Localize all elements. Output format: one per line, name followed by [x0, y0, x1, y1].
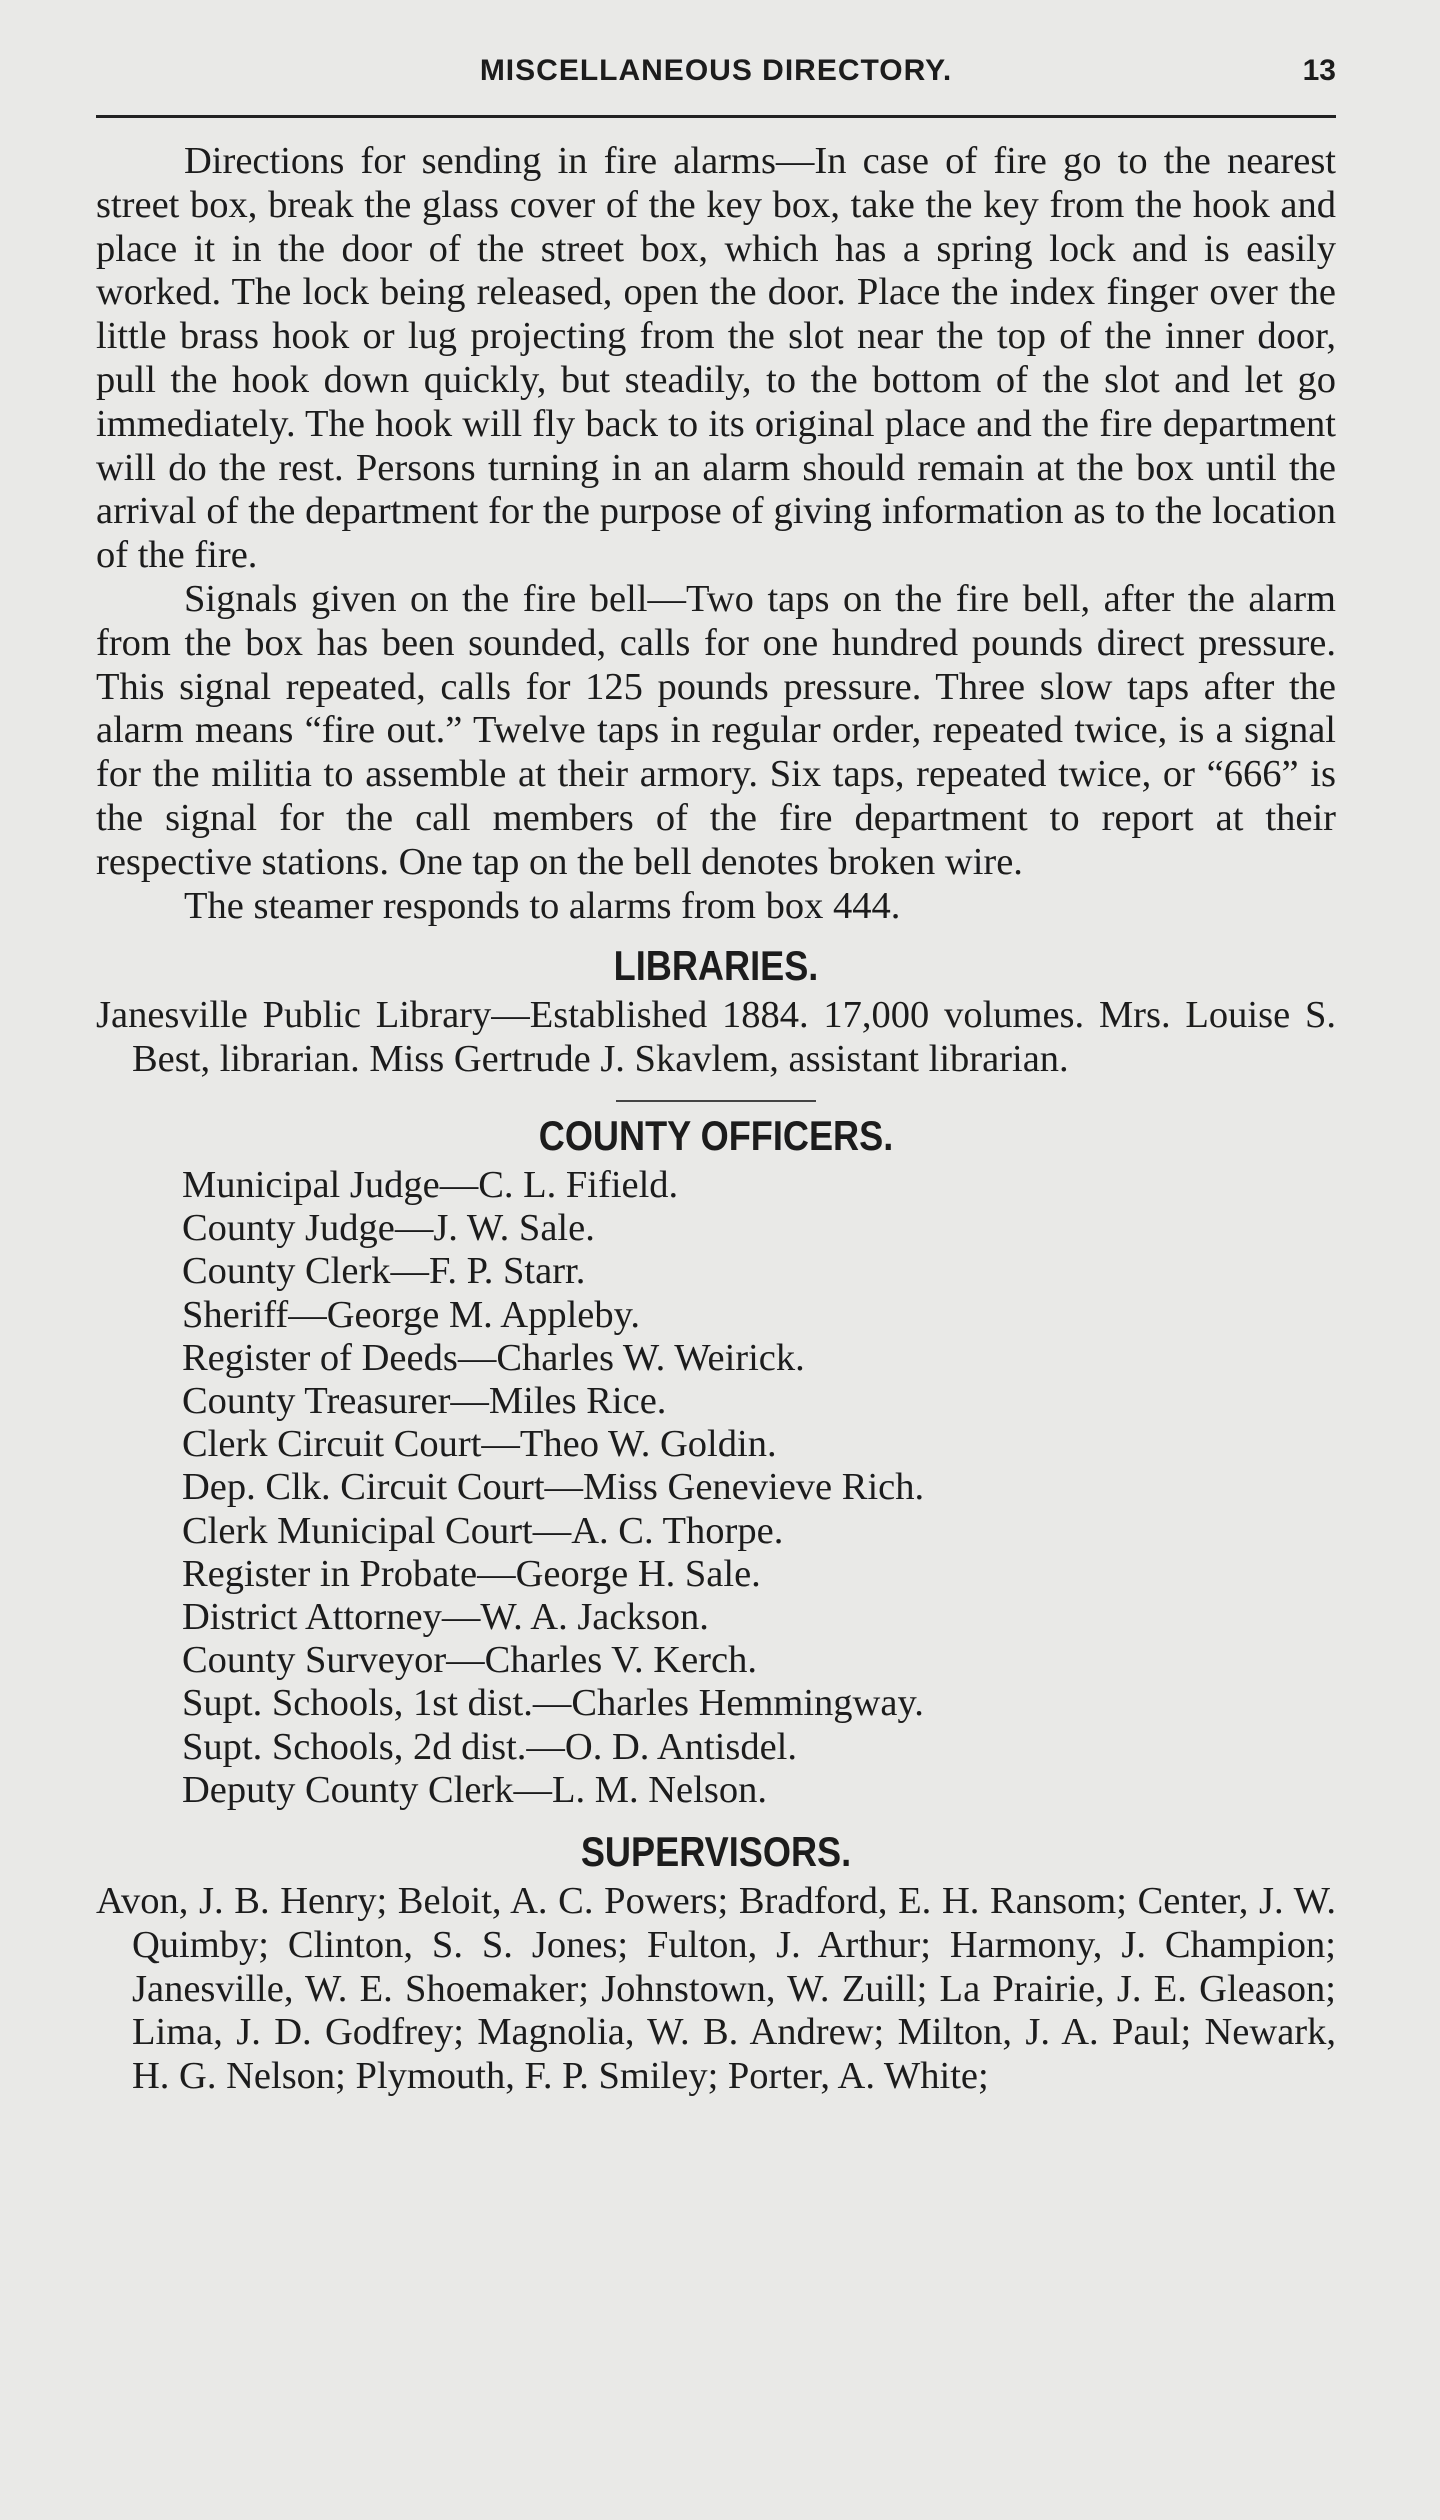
- fire-bell-signals: Signals given on the fire bell—Two taps on the fire bell, after the alarm from the box has been sounded, calls for one hundred pounds direct pressure. This signal repeated, calls for 125 pounds pressure. Three slow taps after the alarm means “fire out.” Twelve taps in regular order, repeated twice, is a signal for the militia to assemble at their armory. Six taps, repeated twice, or “666” is the signal for the call members of the fire department to report at their respective stations. One tap on the bell denotes broken wire.: [96, 577, 1336, 883]
- county-officers-list: [96, 1164, 1336, 1812]
- officer-entry: County Judge—J. W. Sale.: [182, 1207, 595, 1250]
- officer-entry: County Treasurer—Miles Rice.: [182, 1379, 667, 1422]
- officer-entry: Register of Deeds—Charles W. Weirick.: [182, 1336, 805, 1379]
- officer-entry: Dep. Clk. Circuit Court—Miss Genevieve Rich.: [182, 1466, 925, 1509]
- officer-entry: Municipal Judge—C. L. Fifield.: [182, 1163, 679, 1206]
- supervisors-heading: SUPERVISORS.: [580, 1827, 852, 1875]
- officer-entry: Supt. Schools, 2d dist.—O. D. Antisdel.: [182, 1725, 797, 1768]
- officer-entry: Clerk Municipal Court—A. C. Thorpe.: [182, 1509, 784, 1552]
- officer-entry: Deputy County Clerk—L. M. Nelson.: [182, 1768, 767, 1811]
- officer-entry: Clerk Circuit Court—Theo W. Goldin.: [182, 1423, 777, 1466]
- header-rule: [96, 115, 1336, 118]
- officer-entry: District Attorney—W. A. Jackson.: [182, 1595, 709, 1638]
- officer-entry: County Clerk—F. P. Starr.: [182, 1250, 586, 1293]
- page-body: [96, 140, 1336, 2099]
- steamer-note: The steamer responds to alarms from box 444.: [184, 884, 901, 927]
- libraries-heading: LIBRARIES.: [613, 942, 819, 990]
- county-officers-heading: COUNTY OFFICERS.: [538, 1111, 894, 1159]
- officer-entry: Supt. Schools, 1st dist.—Charles Hemmingway.: [182, 1682, 924, 1725]
- officer-entry: County Surveyor—Charles V. Kerch.: [182, 1639, 757, 1682]
- supervisors-entry: Avon, J. B. Henry; Beloit, A. C. Powers; Bradford, E. H. Ransom; Center, J. W. Quimby; Clinton, S. S. Jones; Fulton, J. Arthur; Harmony, J. Champion; Janesville, W. E. Shoemaker; Johnstown, W. Zuill; La Prairie, J. E. Gleason; Lima, J. D. Godfrey; Magnolia, W. B. Andrew; Milton, J. A. Paul; Newark, H. G. Nelson; Plymouth, F. P. Smiley; Porter, A. White;: [96, 1879, 1336, 2098]
- page-number: 13: [1302, 54, 1336, 87]
- running-head: [96, 50, 1336, 100]
- officer-entry: Register in Probate—George H. Sale.: [182, 1552, 761, 1595]
- fire-alarm-directions: Directions for sending in fire alarms—In case of fire go to the nearest street box, break the glass cover of the key box, take the key from the hook and place it in the door of the street box, which has a spring lock and is easily worked. The lock being released, open the door. Place the index finger over the little brass hook or lug projecting from the slot near the top of the inner door, pull the hook down quickly, but steadily, to the bottom of the slot and let go immediately. The hook will fly back to its original place and the fire department will do the rest. Persons turning in an alarm should remain at the box until the arrival of the department for the purpose of giving information as to the location of the fire.: [96, 140, 1336, 577]
- section-divider: [616, 1100, 816, 1102]
- library-entry: Janesville Public Library—Established 1884. 17,000 volumes. Mrs. Louise S. Best, librarian. Miss Gertrude J. Skavlem, assistant librarian.: [96, 994, 1336, 1081]
- officer-entry: Sheriff—George M. Appleby.: [182, 1293, 641, 1336]
- running-title: MISCELLANEOUS DIRECTORY.: [479, 54, 953, 87]
